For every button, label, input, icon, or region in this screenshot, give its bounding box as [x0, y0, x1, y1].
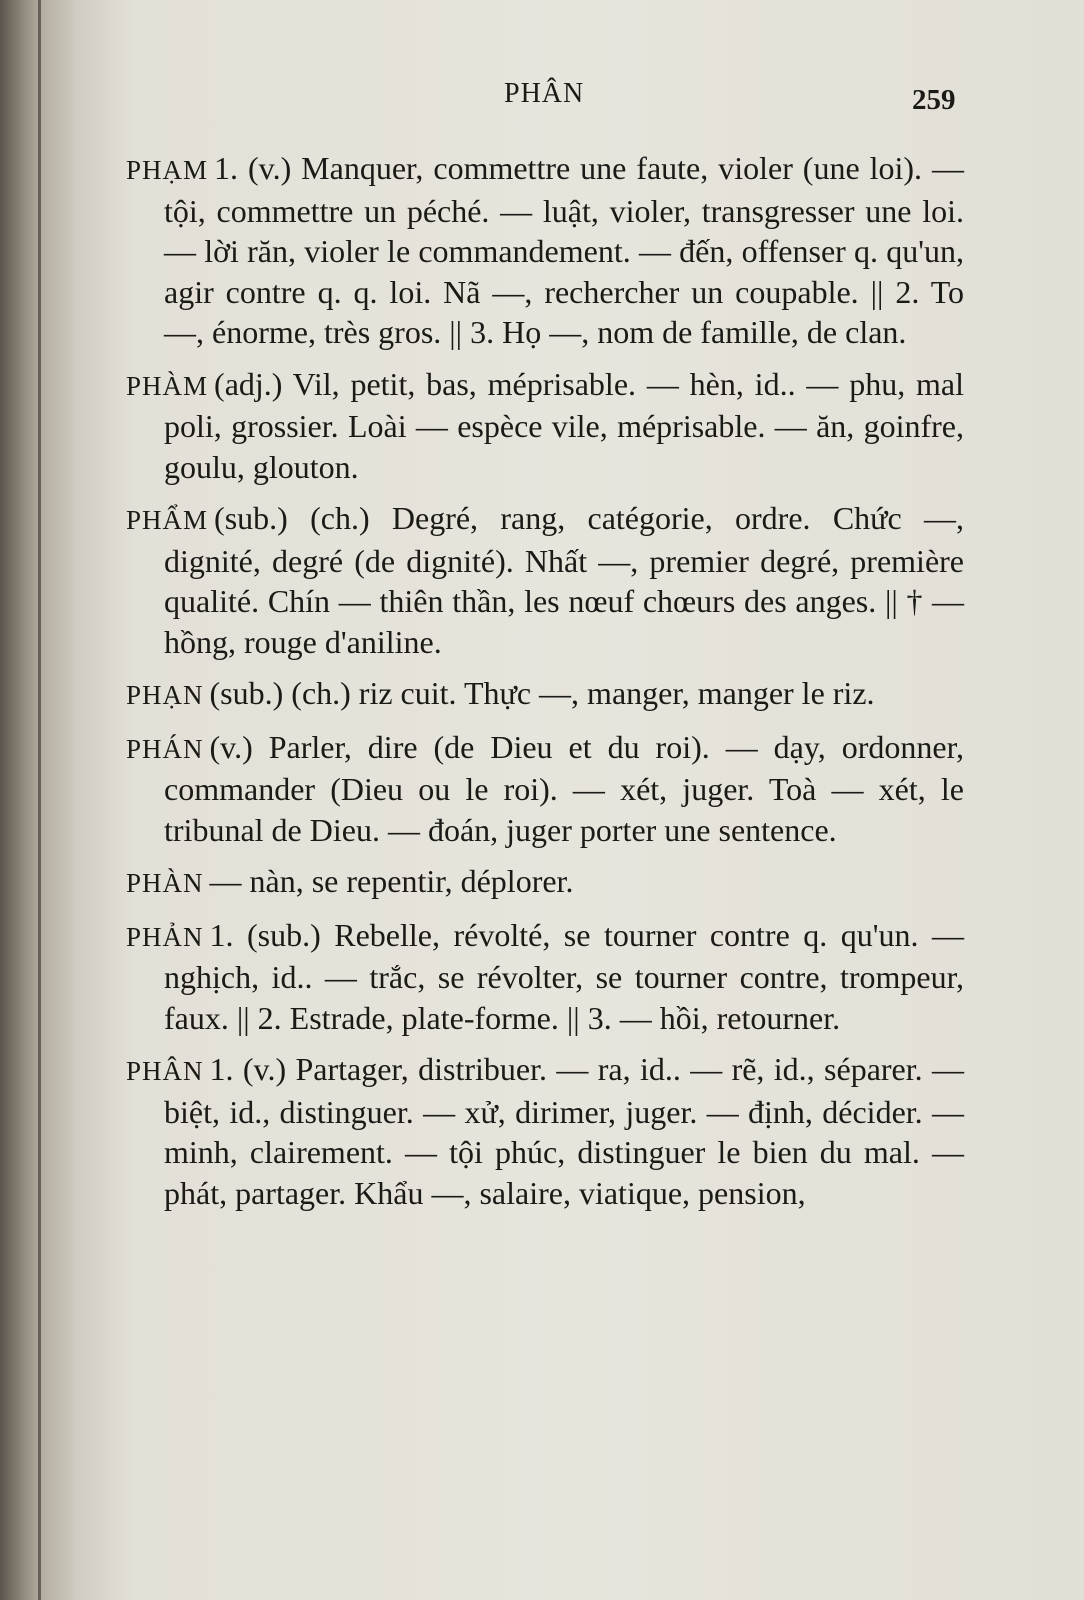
entry-headword: PHẢN: [126, 921, 204, 952]
entry-text: 1. (v.) Manquer, commettre une faute, violer (une loi). — tội, commettre un péché. — luật, violer, transgresser une loi. — lời răn, violer le commandement. — đến, offenser q. qu'un, agir contre q. q. loi. Nã —, rechercher un coupable. || 2. To —, énorme, très gros. || 3. Họ —, nom de famille, de clan.: [164, 150, 964, 350]
entry-phan-1: [126, 673, 964, 716]
entry-text: 1. (sub.) Rebelle, révolté, se tourner contre q. qu'un. — nghịch, id.. — trắc, se révolter, se tourner contre, trompeur, faux. || 2. Estrade, plate-forme. || 3. — hồi, retourner.: [164, 916, 964, 1036]
entry-headword: PHÁN: [126, 733, 204, 764]
entry-headword: PHÂN: [126, 1056, 204, 1086]
entry-pham-3: [126, 498, 964, 662]
entry-headword: PHẨM: [126, 505, 209, 535]
entry-pham-2: [126, 364, 964, 488]
entry-pham-1: [126, 148, 964, 353]
page-header: [74, 78, 974, 118]
entry-phan-3: [126, 861, 964, 904]
entry-headword: PHÀN: [126, 868, 204, 898]
entry-text: (adj.) Vil, petit, bas, méprisable. — hèn, id.. — phu, mal poli, grossier. Loài — espèce vile, méprisable. — ăn, goinfre, goulu, glouton.: [164, 365, 964, 485]
entry-headword: PHÀM: [126, 370, 209, 401]
dictionary-entries: [126, 148, 964, 1224]
entry-text: 1. (v.) Partager, distribuer. — ra, id.. — rẽ, id., séparer. — biệt, id., distinguer. — xử, dirimer, juger. — định, décider. — minh, clairement. — tội phúc, distinguer le bien du mal. — phát, partager. Khẩu —, salaire, viatique, pension,: [164, 1051, 964, 1211]
entry-phan-4: [126, 915, 964, 1039]
entry-text: (v.) Parler, dire (de Dieu et du roi). — dạy, ordonner, commander (Dieu ou le roi). — xét, juger. Toà — xét, le tribunal de Dieu. — đoán, juger porter une sentence.: [164, 728, 964, 848]
running-head: PHÂN: [504, 78, 585, 109]
entry-headword: PHẠM: [126, 155, 209, 185]
entry-text: (sub.) (ch.) Degré, rang, catégorie, ordre. Chức —, dignité, degré (de dignité). Nhất —, premier degré, première qualité. Chín — thiên thần, les nœuf chœurs des anges. || † — hồng, rouge d'aniline.: [164, 500, 964, 660]
entry-text: (sub.) (ch.) riz cuit. Thực —, manger, manger le riz.: [209, 675, 875, 711]
entry-phan-2: [126, 727, 964, 851]
dictionary-page: [74, 0, 1084, 1600]
entry-text: — nàn, se repentir, déplorer.: [209, 863, 574, 899]
book-binding: [0, 0, 74, 1600]
entry-headword: PHẠN: [126, 680, 204, 710]
page-number: 259: [912, 84, 956, 116]
entry-phan-5: [126, 1049, 964, 1213]
